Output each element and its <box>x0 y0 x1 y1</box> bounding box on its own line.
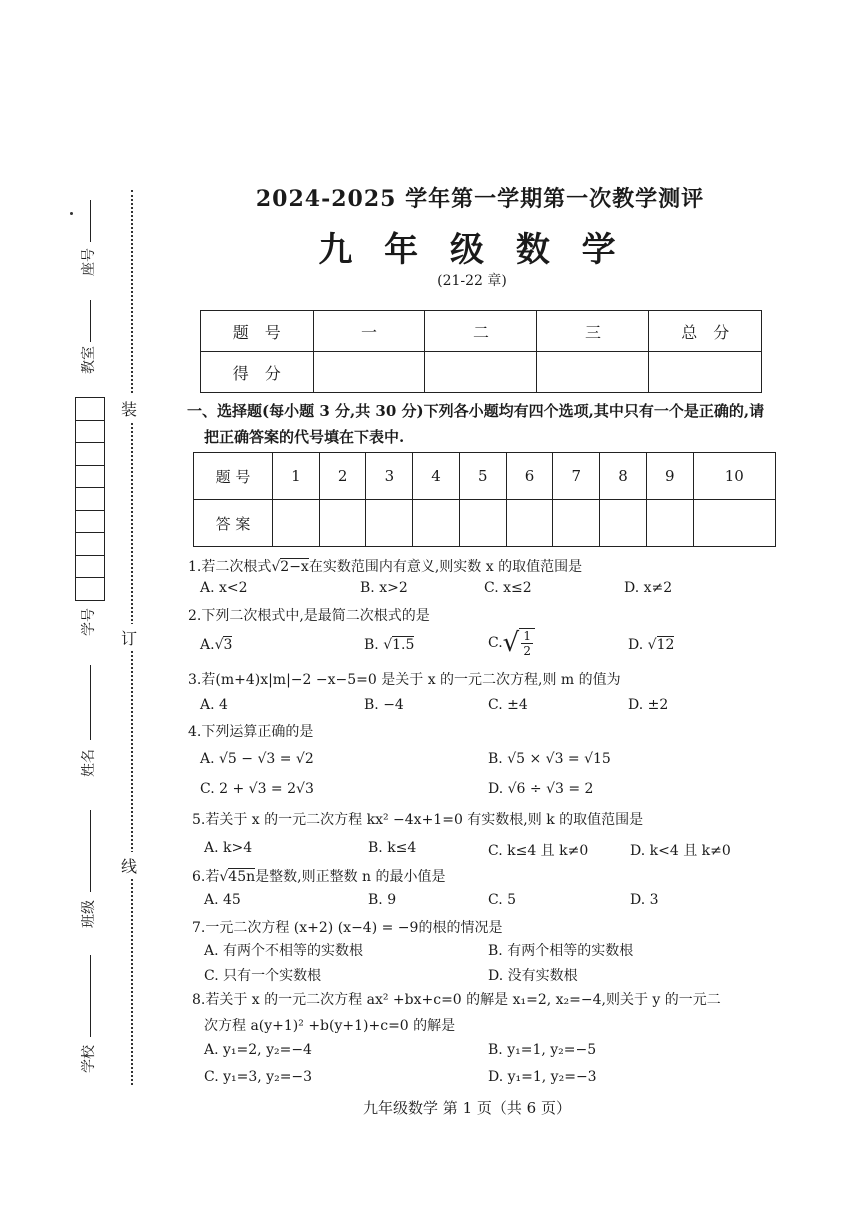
school-label: 学校 <box>81 1045 97 1073</box>
q2-c-fraction <box>519 628 535 658</box>
q7-option-c[interactable]: C. 只有一个实数根 <box>204 968 322 984</box>
q3-option-d[interactable]: D. ±2 <box>628 697 669 713</box>
q3-option-c[interactable]: C. ±4 <box>488 697 528 713</box>
score-input-cell[interactable] <box>313 352 425 393</box>
q2-option-c[interactable] <box>488 628 535 658</box>
q8-option-d[interactable]: D. y₁=1, y₂=−3 <box>488 1069 597 1085</box>
q2-option-a[interactable] <box>200 637 232 653</box>
classroom-label: 教室 <box>81 346 97 374</box>
answer-input-cell[interactable] <box>273 500 320 547</box>
section-1-instructions <box>187 398 787 450</box>
q1-stem-post: 在实数范围内有意义,则实数 x 的取值范围是 <box>308 559 583 575</box>
question-number-cell: 3 <box>366 453 413 500</box>
score-header-cell: 题 号 <box>201 311 314 352</box>
q5-option-d[interactable]: D. k<4 且 k≠0 <box>630 843 731 859</box>
score-row-label: 得 分 <box>201 352 314 393</box>
section-1-line-1: 一、选择题(每小题 3 分,共 30 分)下列各小题均有四个选项,其中只有一个是正确的,请 <box>187 402 765 420</box>
q7-option-d[interactable]: D. 没有实数根 <box>488 968 578 984</box>
question-8-stem-line-2: 次方程 a(y+1)² +b(y+1)+c=0 的解是 <box>204 1018 456 1034</box>
question-number-cell: 10 <box>693 453 775 500</box>
q2-c-numerator: 1 <box>523 629 532 643</box>
binding-mark-zhuang: 装 <box>121 395 137 422</box>
q5-option-c[interactable]: C. k≤4 且 k≠0 <box>488 843 589 859</box>
q8-option-c[interactable]: C. y₁=3, y₂=−3 <box>204 1069 313 1085</box>
answer-row-label: 答 案 <box>194 500 273 547</box>
question-8-stem-line-1: 8.若关于 x 的一元二次方程 ax² +bx+c=0 的解是 x₁=2, x₂=−4,则关于 y 的一元二 <box>192 992 721 1008</box>
q8-option-a[interactable]: A. y₁=2, y₂=−4 <box>204 1042 312 1058</box>
score-table <box>200 310 762 393</box>
q6-option-d[interactable]: D. 3 <box>630 892 659 908</box>
chapter-scope: (21-22 章) <box>437 273 507 289</box>
answer-table <box>193 452 776 547</box>
q4-option-d[interactable]: D. √6 ÷ √3 = 2 <box>488 781 594 797</box>
q4-option-a[interactable]: A. √5 − √3 = √2 <box>200 751 314 767</box>
question-2-stem: 2.下列二次根式中,是最简二次根式的是 <box>188 608 430 624</box>
q6-option-a[interactable]: A. 45 <box>204 892 241 908</box>
score-input-cell[interactable] <box>649 352 762 393</box>
question-number-cell: 9 <box>646 453 693 500</box>
binding-mark-ding: 订 <box>121 624 137 651</box>
question-number-cell: 8 <box>600 453 647 500</box>
question-number-cell: 6 <box>506 453 553 500</box>
score-header-cell: 二 <box>425 311 537 352</box>
section-1-line-2: 把正确答案的代号填在下表中. <box>204 428 405 446</box>
q2-b-label: B. <box>364 637 379 653</box>
q2-option-d[interactable] <box>628 637 674 653</box>
q6-stem-pre: 6.若 <box>192 869 220 885</box>
question-4-stem: 4.下列运算正确的是 <box>188 724 314 740</box>
q2-b-radicand: 1.5 <box>392 637 415 653</box>
name-label: 姓名 <box>81 749 97 777</box>
answer-input-cell[interactable] <box>600 500 647 547</box>
question-1-stem <box>188 556 582 576</box>
answer-input-cell[interactable] <box>693 500 775 547</box>
q5-option-b[interactable]: B. k≤4 <box>368 840 417 856</box>
q2-d-radicand: 12 <box>656 637 675 653</box>
subject-title: 九 年 级 数 学 <box>318 230 626 270</box>
q6-stem-post: 是整数,则正整数 n 的最小值是 <box>255 869 446 885</box>
q1-option-a[interactable]: A. x<2 <box>200 580 248 596</box>
q5-option-a[interactable]: A. k>4 <box>204 840 253 856</box>
question-number-cell: 5 <box>459 453 506 500</box>
answer-header-label: 题 号 <box>194 453 273 500</box>
binding-mark-xian: 线 <box>121 852 137 879</box>
question-6-stem <box>192 866 446 886</box>
q2-d-label: D. <box>628 637 644 653</box>
sqrt-sign: √ <box>383 637 393 653</box>
q1-option-c[interactable]: C. x≤2 <box>484 580 532 596</box>
q1-option-d[interactable]: D. x≠2 <box>624 580 673 596</box>
question-number-cell: 2 <box>319 453 366 500</box>
sqrt-sign: √ <box>214 637 224 653</box>
score-input-cell[interactable] <box>425 352 537 393</box>
q2-a-label: A. <box>200 637 215 653</box>
score-input-cell[interactable] <box>537 352 649 393</box>
question-number-cell: 1 <box>273 453 320 500</box>
student-number-label: 学号 <box>81 608 97 636</box>
answer-input-cell[interactable] <box>646 500 693 547</box>
q2-a-radicand: 3 <box>223 637 233 653</box>
sqrt-sign: √ <box>502 628 520 658</box>
q3-option-a[interactable]: A. 4 <box>200 697 228 713</box>
score-header-cell: 一 <box>313 311 425 352</box>
score-header-cell: 三 <box>537 311 649 352</box>
q7-option-b[interactable]: B. 有两个相等的实数根 <box>488 943 634 959</box>
sqrt-sign: √ <box>647 637 657 653</box>
class-label: 班级 <box>81 900 97 928</box>
q3-option-b[interactable]: B. −4 <box>364 697 404 713</box>
q6-radicand: 45n <box>228 869 256 885</box>
answer-input-cell[interactable] <box>506 500 553 547</box>
q2-c-label: C. <box>488 635 503 651</box>
answer-input-cell[interactable] <box>459 500 506 547</box>
seat-number-label: 座号 <box>81 248 97 276</box>
q1-radicand: 2−x <box>280 559 309 575</box>
answer-input-cell[interactable] <box>553 500 600 547</box>
question-number-cell: 7 <box>553 453 600 500</box>
student-number-grid[interactable] <box>75 397 105 601</box>
answer-input-cell[interactable] <box>413 500 460 547</box>
q2-option-b[interactable] <box>364 637 414 653</box>
sqrt-sign: √ <box>219 869 229 885</box>
q6-option-c[interactable]: C. 5 <box>488 892 517 908</box>
sqrt-sign: √ <box>271 559 281 575</box>
exam-title: 2024-2025 学年第一学期第一次教学测评 <box>255 186 705 212</box>
question-number-cell: 4 <box>413 453 460 500</box>
question-5-stem: 5.若关于 x 的一元二次方程 kx² −4x+1=0 有实数根,则 k 的取值范围是 <box>192 812 644 828</box>
q6-option-b[interactable]: B. 9 <box>368 892 397 908</box>
q1-option-b[interactable]: B. x>2 <box>360 580 408 596</box>
question-3-stem: 3.若(m+4)x|m|−2 −x−5=0 是关于 x 的一元二次方程,则 m 的值为 <box>188 672 621 688</box>
q1-stem-pre: 1.若二次根式 <box>188 559 272 575</box>
q4-option-b[interactable]: B. √5 × √3 = √15 <box>488 751 611 767</box>
q8-option-b[interactable]: B. y₁=1, y₂=−5 <box>488 1042 597 1058</box>
answer-input-cell[interactable] <box>366 500 413 547</box>
q2-c-denominator: 2 <box>521 643 533 658</box>
q4-option-c[interactable]: C. 2 + √3 = 2√3 <box>200 781 314 797</box>
score-header-cell: 总 分 <box>649 311 762 352</box>
page-footer: 九年级数学 第 1 页（共 6 页） <box>363 1099 571 1117</box>
question-7-stem: 7.一元二次方程 (x+2) (x−4) = −9的根的情况是 <box>192 920 503 936</box>
answer-input-cell[interactable] <box>319 500 366 547</box>
q7-option-a[interactable]: A. 有两个不相等的实数根 <box>204 943 364 959</box>
